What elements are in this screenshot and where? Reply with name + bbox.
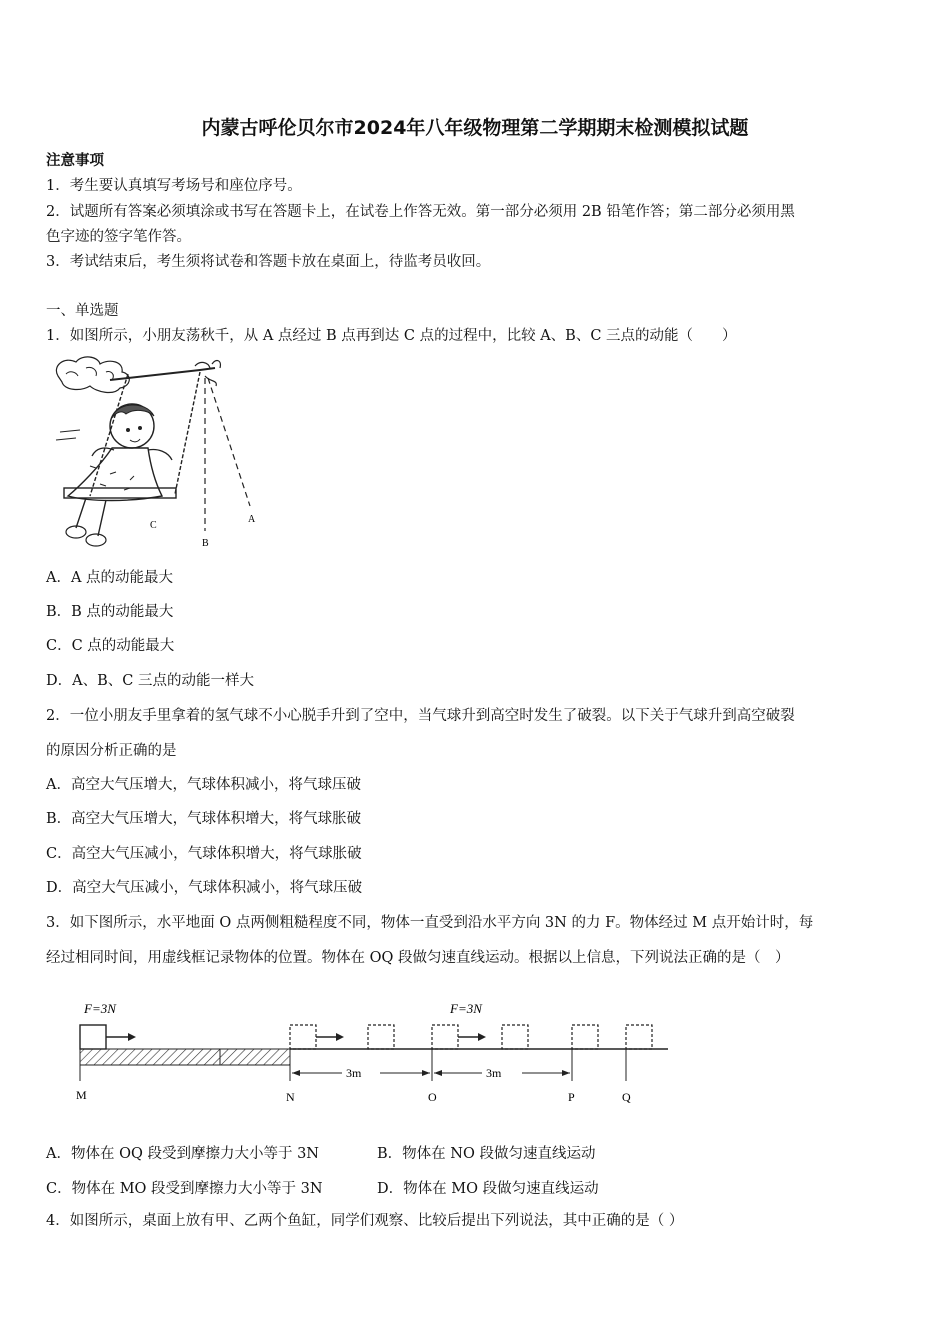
label-a: A [248,514,256,525]
q3-option-d[interactable]: D．物体在 MO 段做匀速直线运动 [377,1181,599,1197]
q4-stem: 4．如图所示，桌面上放有甲、乙两个鱼缸，同学们观察、比较后提出下列说法，其中正确的是（ ） [46,1213,684,1229]
page-title: 内蒙古呼伦贝尔市2024年八年级物理第二学期期末检测模拟试题 [201,117,749,139]
q2-option-d[interactable]: D．高空大气压减小，气球体积减小，将气球压破 [46,880,363,896]
q2-stem-cont: 的原因分析正确的是 [46,743,177,759]
q2-option-b[interactable]: B．高空大气压增大，气球体积增大，将气球胀破 [46,811,362,827]
q1-option-c[interactable]: C．C 点的动能最大 [46,638,175,654]
q3-option-c[interactable]: C．物体在 MO 段受到摩擦力大小等于 3N [46,1181,323,1197]
q3-option-a[interactable]: A．物体在 OQ 段受到摩擦力大小等于 3N [46,1146,319,1162]
point-o: O [428,1090,437,1104]
q2-option-c[interactable]: C．高空大气压减小，气球体积增大，将气球胀破 [46,846,362,862]
notice-item: 2．试题所有答案必须填涂或书写在答题卡上，在试卷上作答无效。第一部分必须用 2B 铅笔作答；第二部分必须用黑 [46,204,795,220]
distance-label-no: 3m [346,1066,362,1080]
point-m: M [76,1088,87,1102]
point-q: Q [622,1090,631,1104]
q1-stem: 1．如图所示，小朋友荡秋千，从 A 点经过 B 点再到达 C 点的过程中，比较 A、B、C 三点的动能（ ） [46,328,737,344]
point-p: P [568,1090,575,1104]
notice-item: 1．考生要认真填写考场号和座位序号。 [46,178,302,194]
distance-label-op: 3m [486,1066,502,1080]
swing-figure [50,356,265,551]
q3-stem: 3．如下图所示，水平地面 O 点两侧粗糙程度不同，物体一直受到沿水平方向 3N 的力 F。物体经过 M 点开始计时，每 [46,915,814,931]
label-c: C [150,520,157,531]
notice-heading: 注意事项 [46,152,104,169]
force-label-2: F=3N [450,1001,482,1016]
q1-option-d[interactable]: D．A、B、C 三点的动能一样大 [46,673,254,689]
q3-option-b[interactable]: B．物体在 NO 段做匀速直线运动 [377,1146,596,1162]
point-n: N [286,1090,295,1104]
q2-option-a[interactable]: A．高空大气压增大，气球体积减小，将气球压破 [46,777,361,793]
notice-item: 3．考试结束后，考生须将试卷和答题卡放在桌面上，待监考员收回。 [46,254,491,270]
q3-stem-cont: 经过相同时间，用虚线框记录物体的位置。物体在 OQ 段做匀速直线运动。根据以上信息，下列说法正确的是（ ） [46,950,790,966]
section-heading: 一、单选题 [46,303,119,319]
label-b: B [202,538,209,549]
q1-option-b[interactable]: B．B 点的动能最大 [46,604,174,620]
motion-figure [70,995,680,1107]
notice-item: 色字迹的签字笔作答。 [46,229,191,245]
q1-option-a[interactable]: A．A 点的动能最大 [46,570,174,586]
q2-stem: 2．一位小朋友手里拿着的氢气球不小心脱手升到了空中，当气球升到高空时发生了破裂。以下关于气球升到高空破裂 [46,708,795,724]
force-label-1: F=3N [84,1001,116,1016]
